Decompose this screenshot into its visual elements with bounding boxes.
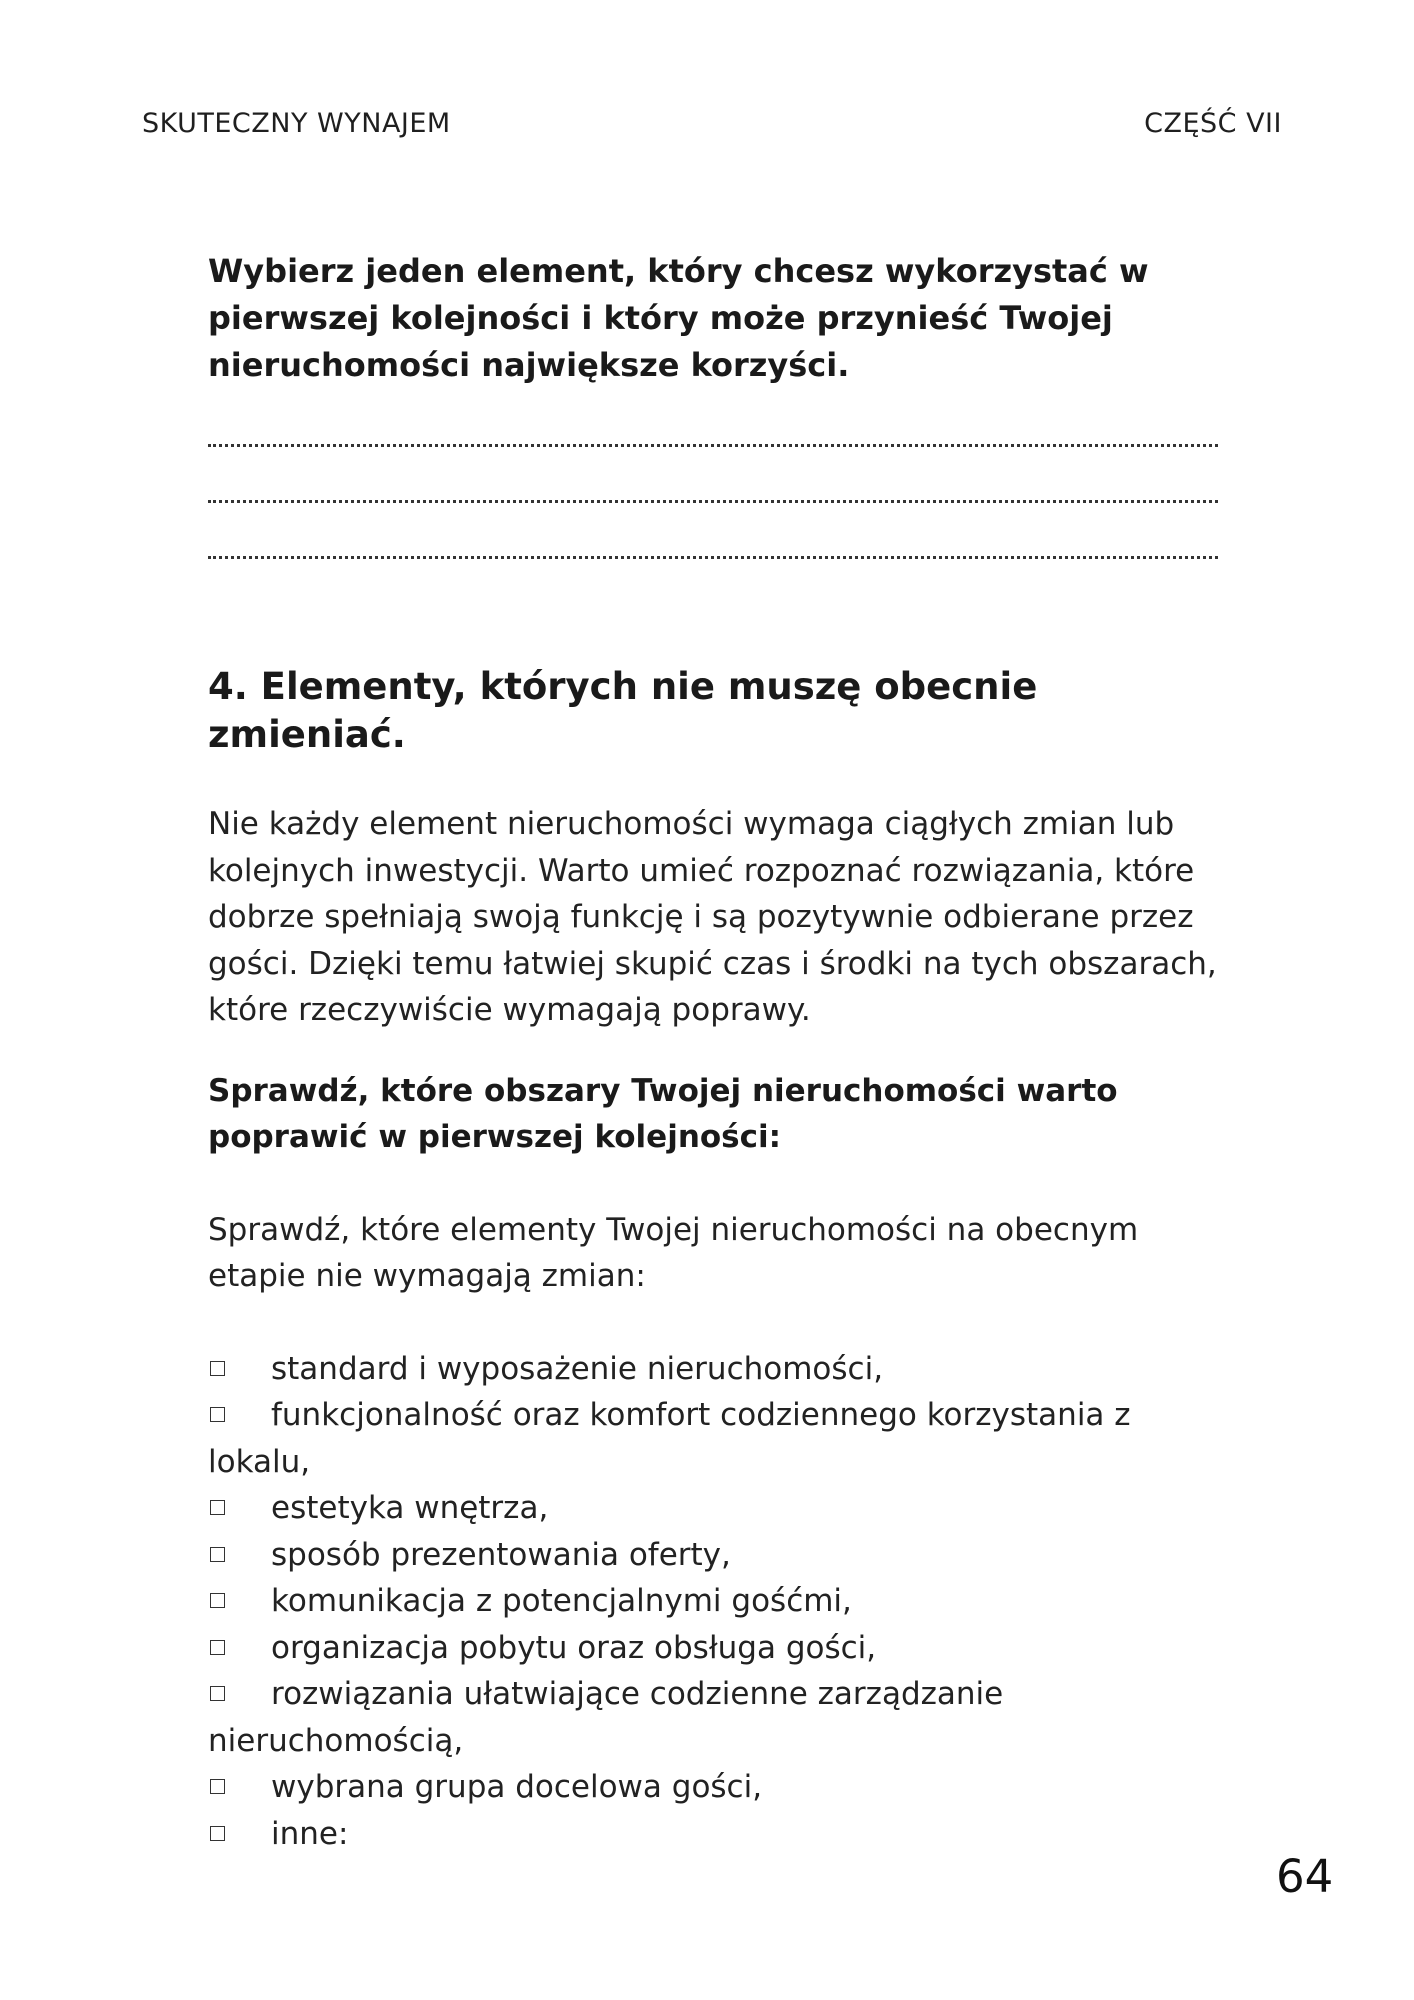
checklist-item-label: sposób prezentowania oferty,	[271, 1536, 731, 1573]
part-label: CZĘŚĆ VII	[1144, 108, 1282, 139]
checklist-intro: Sprawdź, które elementy Twojej nieruchomości na obecnym etapie nie wymagają zmian:	[208, 1211, 1139, 1294]
checklist-item	[208, 1811, 1218, 1858]
page-content	[208, 248, 1218, 1857]
checkbox-icon[interactable]	[210, 1547, 225, 1562]
checklist-item-label: estetyka wnętrza,	[271, 1490, 549, 1526]
checklist-item-label: wybrana grupa docelowa gości,	[271, 1769, 763, 1805]
answer-line[interactable]	[208, 409, 1218, 447]
checklist-item	[208, 1346, 1218, 1393]
checklist-item	[208, 1578, 1218, 1625]
section-body: Nie każdy element nieruchomości wymaga ciągłych zmian lub kolejnych inwestycji. Warto umieć rozpoznać rozwiązania, które dobrze spełniają swoją funkcję i są pozytywnie odbierane przez gości. Dzięki temu łatwiej skupić czas i środki na tych obszarach, które rzeczywiście wymagają poprawy.	[208, 806, 1217, 1028]
checkbox-icon[interactable]	[210, 1640, 225, 1655]
checklist-item	[208, 1625, 1218, 1672]
checklist-item	[208, 1392, 1218, 1485]
answer-line[interactable]	[208, 503, 1218, 559]
checklist-item	[208, 1485, 1218, 1532]
book-title: SKUTECZNY WYNAJEM	[142, 108, 451, 139]
checklist-item-label: funkcjonalność oraz komfort codziennego korzystania z lokalu,	[208, 1397, 1131, 1480]
checklist-item-label: rozwiązania ułatwiające codzienne zarządzanie nieruchomością,	[208, 1676, 1004, 1759]
checkbox-icon[interactable]	[210, 1361, 225, 1376]
answer-lines	[208, 409, 1218, 559]
checkbox-icon[interactable]	[210, 1686, 225, 1701]
section-subheading: Sprawdź, które obszary Twojej nieruchomości warto poprawić w pierwszej kolejności:	[208, 1072, 1118, 1155]
checkbox-icon[interactable]	[210, 1779, 225, 1794]
checklist-item	[208, 1671, 1218, 1764]
checklist-item-label: organizacja pobytu oraz obsługa gości,	[271, 1629, 877, 1666]
checklist-item	[208, 1532, 1218, 1579]
answer-line[interactable]	[208, 447, 1218, 503]
page-number: 64	[1276, 1850, 1334, 1903]
running-header	[142, 108, 1282, 139]
lead-question: Wybierz jeden element, który chcesz wykorzystać w pierwszej kolejności i który może przynieść Twojej nieruchomości największe korzyści.	[208, 252, 1149, 384]
section-heading: 4. Elementy, których nie muszę obecnie zmieniać.	[208, 665, 1038, 756]
checkbox-icon[interactable]	[210, 1407, 225, 1422]
checkbox-icon[interactable]	[210, 1593, 225, 1608]
checklist-item-label: inne:	[271, 1815, 349, 1852]
checklist-item	[208, 1764, 1218, 1811]
checkbox-icon[interactable]	[210, 1826, 225, 1841]
checklist	[208, 1346, 1218, 1858]
checklist-item-label: standard i wyposażenie nieruchomości,	[271, 1350, 884, 1387]
checkbox-icon[interactable]	[210, 1500, 225, 1515]
checklist-item-label: komunikacja z potencjalnymi gośćmi,	[271, 1583, 852, 1619]
